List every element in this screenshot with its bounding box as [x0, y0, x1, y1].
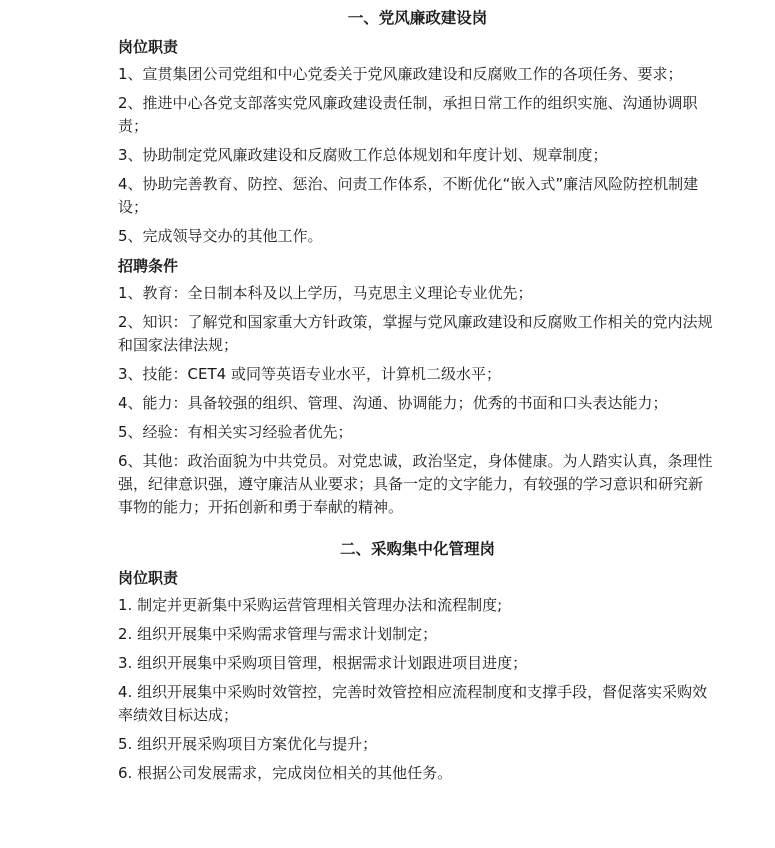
duty-item: 1. 制定并更新集中采购运营管理相关管理办法和流程制度; [118, 596, 503, 614]
document-page [0, 7, 775, 848]
requirement-item: 4、能力：具备较强的组织、管理、沟通、协调能力；优秀的书面和口头表达能力； [118, 394, 668, 412]
duty-item: 3. 组织开展集中采购项目管理，根据需求计划跟进项目进度； [118, 654, 528, 672]
duty-item: 1、宣贯集团公司党组和中心党委关于党风廉政建设和反腐败工作的各项任务、要求； [118, 65, 683, 83]
section-title: 一、党风廉政建设岗 [347, 9, 488, 27]
duty-item: 4. 组织开展集中采购时效管控，完善时效管控相应流程制度和支撑手段，督促落实采购效率绩效目标达成； [118, 683, 708, 724]
duties-heading: 岗位职责 [118, 38, 179, 56]
duty-item: 6. 根据公司发展需求，完成岗位相关的其他任务。 [118, 764, 453, 782]
requirement-item: 5、经验：有相关实习经验者优先； [118, 423, 353, 441]
section-title: 二、采购集中化管理岗 [339, 540, 495, 558]
duty-item: 3、协助制定党风廉政建设和反腐败工作总体规划和年度计划、规章制度； [118, 146, 608, 164]
duty-item: 5、完成领导交办的其他工作。 [118, 227, 323, 245]
duties-list [118, 63, 715, 248]
requirement-item: 3、技能：CET4 或同等英语专业水平，计算机二级水平； [118, 365, 501, 383]
duty-item: 4、协助完善教育、防控、惩治、问责工作体系，不断优化“嵌入式”廉洁风险防控机制建设； [118, 175, 699, 216]
duties-list [118, 594, 715, 785]
duty-item: 2、推进中心各党支部落实党风廉政建设责任制，承担日常工作的组织实施、沟通协调职责； [118, 94, 698, 135]
requirements-list [118, 282, 715, 519]
duties-heading: 岗位职责 [118, 569, 179, 587]
requirement-item: 2、知识：了解党和国家重大方针政策，掌握与党风廉政建设和反腐败工作相关的党内法规和国家法律法规； [118, 313, 713, 354]
requirement-item: 6、其他：政治面貌为中共党员。对党忠诚，政治坚定，身体健康。为人踏实认真，条理性强，纪律意识强，遵守廉洁从业要求；具备一定的文字能力，有较强的学习意识和研究新事物的能力；开拓创新和勇于奉献的精神。 [118, 452, 713, 516]
duty-item: 2. 组织开展集中采购需求管理与需求计划制定； [118, 625, 438, 643]
requirements-heading: 招聘条件 [118, 257, 179, 275]
requirement-item: 1、教育：全日制本科及以上学历，马克思主义理论专业优先； [118, 284, 533, 302]
duty-item: 5. 组织开展采购项目方案优化与提升； [118, 735, 378, 753]
